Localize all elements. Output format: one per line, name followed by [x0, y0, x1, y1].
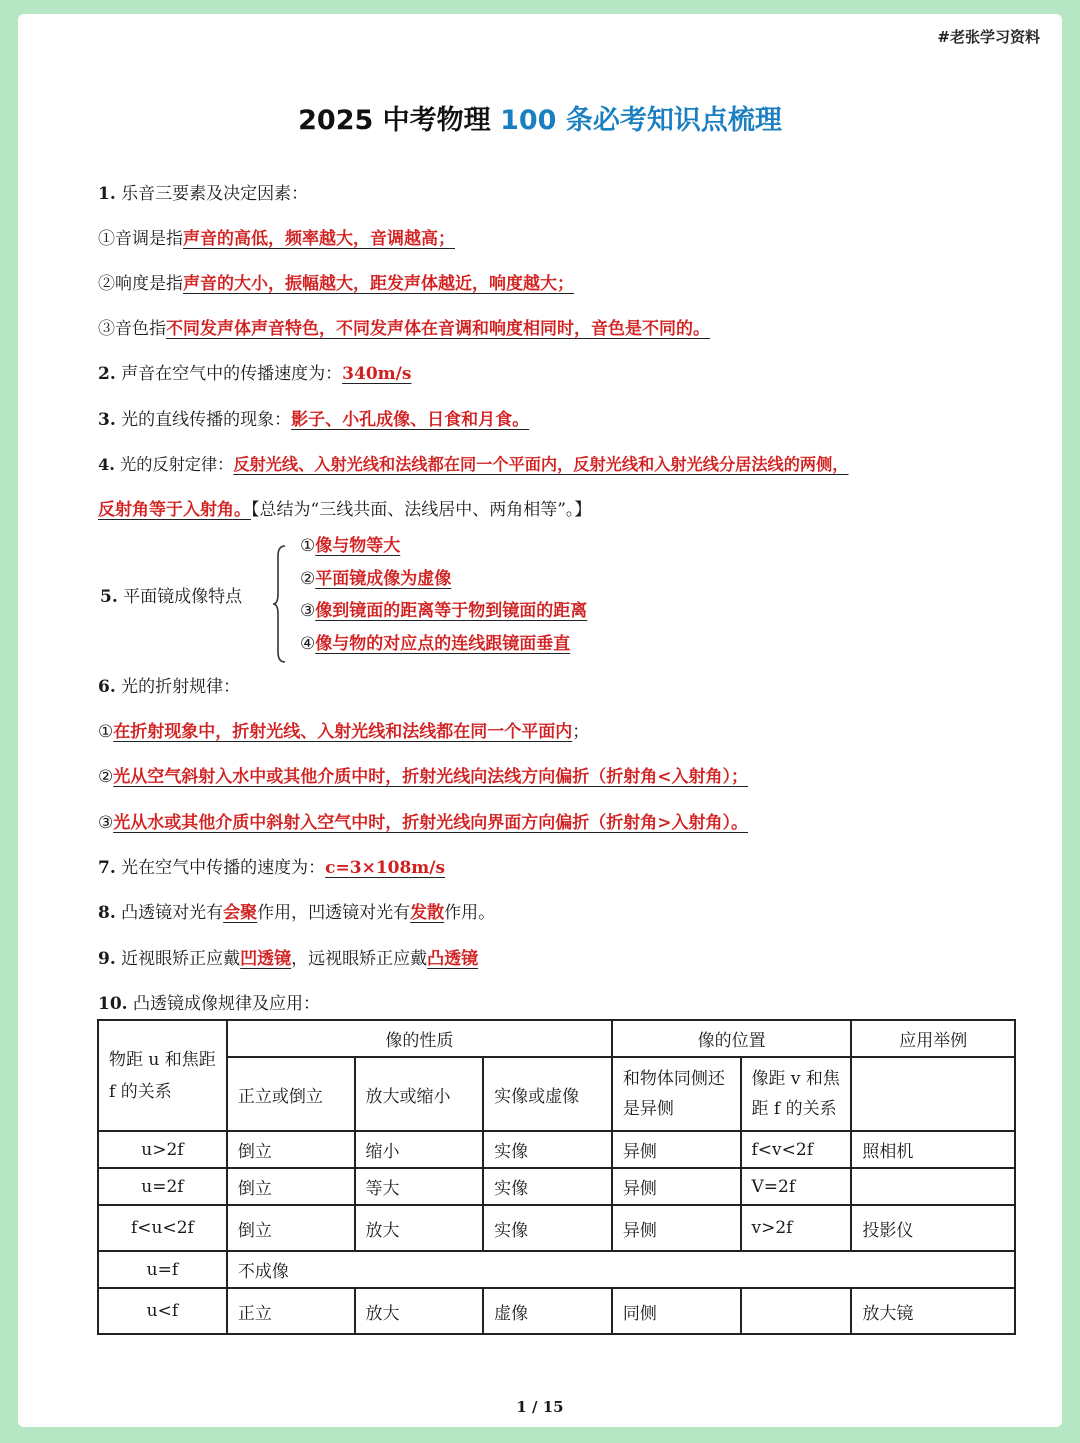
- cell-u: u>2f: [98, 1131, 227, 1168]
- item-text: 凸透镜对光有: [121, 903, 224, 923]
- item-5: [100, 585, 242, 609]
- item-6c: [98, 811, 748, 835]
- answer-text: 像与物的对应点的连线跟镜面垂直: [315, 634, 571, 654]
- table-header-row: [98, 1020, 1015, 1057]
- cell-real: 实像: [483, 1205, 612, 1251]
- item-text: ，远视眼矫正应戴: [291, 949, 428, 969]
- item-6b: [98, 765, 748, 789]
- header-side: 和物体同侧还是异侧: [612, 1057, 741, 1131]
- item-8: [98, 901, 495, 925]
- cell-real: 实像: [483, 1131, 612, 1168]
- cell-upright: 倒立: [227, 1168, 355, 1205]
- cell-app: 投影仪: [851, 1205, 1015, 1251]
- cell-app: [851, 1168, 1015, 1205]
- page-number: 1 / 15: [516, 1398, 564, 1416]
- item-text: 作用。: [444, 903, 496, 923]
- item-number: 8.: [98, 903, 116, 923]
- item-text: 光的反射定律：: [120, 455, 234, 474]
- item-number: 5.: [100, 587, 118, 607]
- mirror-point-3: [300, 599, 587, 623]
- table-row: [98, 1131, 1015, 1168]
- table-row: [98, 1205, 1015, 1251]
- answer-text: 像到镜面的距离等于物到镜面的距离: [315, 601, 588, 621]
- cell-side: 异侧: [612, 1205, 741, 1251]
- answer-text: 光从水或其他介质中斜射入空气中时，折射光线向界面方向偏折（折射角>入射角）。: [113, 813, 748, 833]
- item-prefix: ②: [98, 767, 114, 787]
- item-text: 凸透镜成像规律及应用：: [132, 994, 320, 1014]
- cell-real: 实像: [483, 1168, 612, 1205]
- point-mark: ②: [300, 569, 316, 589]
- header-size: 放大或缩小: [355, 1057, 484, 1131]
- lens-imaging-table: [97, 1019, 1016, 1335]
- answer-text: 340m/s: [342, 364, 412, 384]
- header-position: 像的位置: [612, 1020, 852, 1057]
- item-6: [98, 675, 240, 699]
- answer-text: 光从空气斜射入水中或其他介质中时，折射光线向法线方向偏折（折射角<入射角）；: [113, 767, 748, 787]
- item-number: 6.: [98, 677, 116, 697]
- cell-upright: 倒立: [227, 1131, 355, 1168]
- cell-size: 放大: [355, 1288, 484, 1334]
- item-text: 作用，凹透镜对光有: [257, 903, 411, 923]
- answer-text: 凹透镜: [240, 949, 292, 969]
- item-number: 10.: [98, 994, 128, 1014]
- title-part2: 100 条必考知识点梳理: [500, 105, 782, 136]
- document-page: [18, 14, 1062, 1427]
- cell-side: 同侧: [612, 1288, 741, 1334]
- item-prefix: ③音色指: [98, 319, 166, 339]
- answer-text: 声音的高低，频率越大，音调越高；: [183, 229, 455, 249]
- answer-text: 平面镜成像为虚像: [315, 569, 452, 589]
- item-10: [98, 992, 320, 1016]
- cell-side: 异侧: [612, 1168, 741, 1205]
- answer-text: 声音的大小，振幅越大，距发声体越近，响度越大；: [183, 274, 574, 294]
- item-text: 光在空气中传播的速度为：: [121, 858, 326, 878]
- item-text: 近视眼矫正应戴: [121, 949, 241, 969]
- item-prefix: ①: [98, 722, 114, 742]
- header-relation: 物距 u 和焦距 f 的关系: [98, 1020, 227, 1131]
- answer-text: 像与物等大: [315, 536, 401, 556]
- item-text: 声音在空气中的传播速度为：: [121, 364, 343, 384]
- cell-u: u<f: [98, 1288, 227, 1334]
- cell-no-image: 不成像: [227, 1251, 1015, 1288]
- answer-text: 反射光线、入射光线和法线都在同一个平面内，反射光线和入射光线分居法线的两侧，: [233, 455, 849, 474]
- item-3: [98, 408, 529, 432]
- point-mark: ③: [300, 601, 316, 621]
- item-text: 光的折射规律：: [121, 677, 241, 697]
- item-number: 1.: [98, 184, 116, 204]
- cell-v: [741, 1288, 852, 1334]
- item-number: 7.: [98, 858, 116, 878]
- answer-text: 凸透镜: [427, 949, 479, 969]
- answer-text: c=3×108m/s: [325, 858, 446, 878]
- cell-size: 缩小: [355, 1131, 484, 1168]
- cell-v: v>2f: [741, 1205, 852, 1251]
- cell-app: 照相机: [851, 1131, 1015, 1168]
- item-6a: [98, 720, 589, 744]
- answer-text: 在折射现象中，折射光线、入射光线和法线都在同一个平面内: [113, 722, 573, 742]
- item-prefix: ③: [98, 813, 114, 833]
- point-mark: ④: [300, 634, 316, 654]
- answer-text: 影子、小孔成像、日食和月食。: [291, 410, 530, 430]
- answer-text: 不同发声体声音特色，不同发声体在音调和响度相同时，音色是不同的。: [166, 319, 710, 339]
- cell-size: 等大: [355, 1168, 484, 1205]
- title-part1: 2025 中考物理: [298, 105, 501, 136]
- mirror-point-4: [300, 632, 570, 656]
- source-tag: #老张学习资料: [937, 28, 1040, 46]
- answer-text: 会聚: [223, 903, 258, 923]
- header-upright: 正立或倒立: [227, 1057, 355, 1131]
- cell-v: f<v<2f: [741, 1131, 852, 1168]
- cell-u: f<u<2f: [98, 1205, 227, 1251]
- cell-u: u=f: [98, 1251, 227, 1288]
- item-number: 2.: [98, 364, 116, 384]
- page-title: [18, 98, 1062, 137]
- item-7: [98, 856, 445, 880]
- answer-text: 反射角等于入射角。: [98, 500, 251, 520]
- cell-u: u=2f: [98, 1168, 227, 1205]
- cell-size: 放大: [355, 1205, 484, 1251]
- item-text: 光的直线传播的现象：: [121, 410, 292, 430]
- cell-side: 异侧: [612, 1131, 741, 1168]
- header-nature: 像的性质: [227, 1020, 612, 1057]
- cell-real: 虚像: [483, 1288, 612, 1334]
- cell-v: V=2f: [741, 1168, 852, 1205]
- item-suffix: ；: [572, 722, 590, 742]
- header-image-distance: 像距 v 和焦距 f 的关系: [741, 1057, 852, 1131]
- header-application: 应用举例: [851, 1020, 1015, 1057]
- header-real: 实像或虚像: [483, 1057, 612, 1131]
- cell-upright: 倒立: [227, 1205, 355, 1251]
- item-number: 3.: [98, 410, 116, 430]
- item-number: 4.: [98, 455, 115, 474]
- table-subheader-row: [98, 1057, 1015, 1131]
- table-row: [98, 1288, 1015, 1334]
- item-1: [98, 182, 308, 206]
- answer-text: 发散: [410, 903, 445, 923]
- item-9: [98, 947, 478, 971]
- item-1c: [98, 317, 710, 341]
- item-prefix: ②响度是指: [98, 274, 183, 294]
- table-row: [98, 1168, 1015, 1205]
- item-text: 乐音三要素及决定因素：: [121, 184, 309, 204]
- item-1a: [98, 227, 455, 251]
- item-2: [98, 362, 411, 386]
- item-prefix: ①音调是指: [98, 229, 183, 249]
- item-number: 9.: [98, 949, 116, 969]
- item-4-cont: [98, 498, 591, 522]
- mirror-point-1: [300, 534, 400, 558]
- cell-upright: 正立: [227, 1288, 355, 1334]
- table-row: [98, 1251, 1015, 1288]
- item-text: 平面镜成像特点: [123, 587, 243, 607]
- summary-note: 【总结为“三线共面、法线居中、两角相等”。】: [251, 500, 592, 520]
- cell-app: 放大镜: [851, 1288, 1015, 1334]
- item-1b: [98, 272, 574, 296]
- mirror-point-2: [300, 567, 451, 591]
- point-mark: ①: [300, 536, 316, 556]
- curly-brace-icon: [272, 544, 286, 664]
- item-4: [98, 453, 849, 477]
- header-empty: [851, 1057, 1015, 1131]
